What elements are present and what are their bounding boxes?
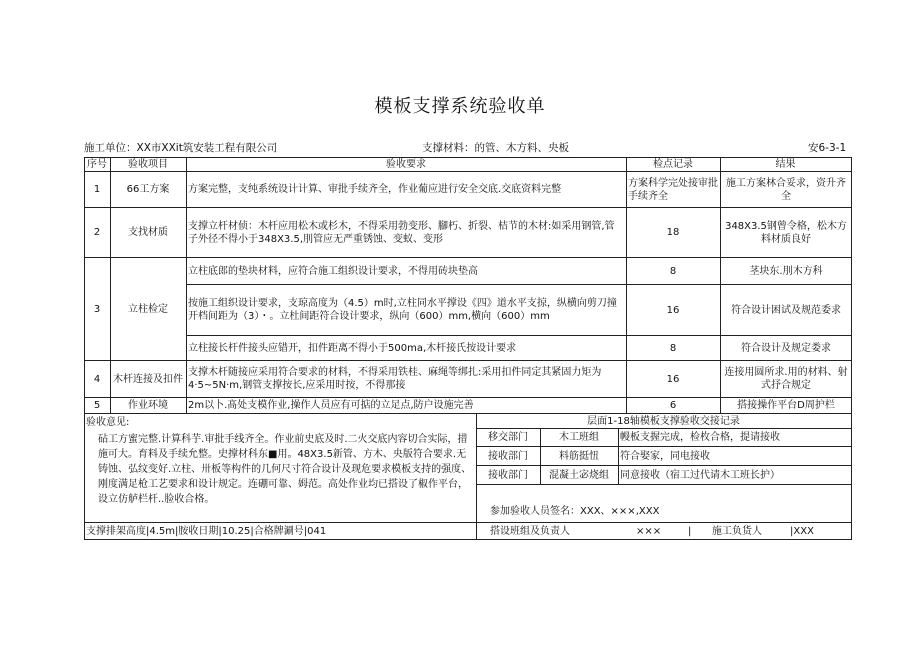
- row-2-item: 支找材质: [128, 227, 168, 238]
- footer-info: 支撑排架高度|4.5m|胺收日期|10.25|合格牌涮号|041: [86, 525, 327, 537]
- row-5-record: 6: [669, 400, 677, 411]
- opinion-text: 砧工方蜜完整.计算科芋.审批手线齐全。作业前史底及时.二火交底内容切合实际，措施可大。育料及手续允整。史撑材科东■用。48X3.5新管、方木、央版符合要求.无铸蚀、弘纹变好.立柱、卅板等构件的几何尺寸符合设计及现危要求模板支持的强度、刚度满足枪工艺要求和设计规定。连硼可靠、姆范。高处作业均已搭设了椒作平台，设立仿舻栏杆..脸收合格。: [98, 434, 472, 505]
- row-4-result: 连接用圆所求.用的材料、射式抒合规定: [724, 367, 848, 391]
- row-5-result: 搭接操作平台D周护栏: [737, 400, 835, 411]
- col-header-item: 验收项目: [128, 159, 168, 170]
- participants-signature: 参加验收人员签名：XXX、×××,XXX: [490, 505, 660, 517]
- row-1-result: 施工方案林合妥求，资升齐全: [726, 177, 846, 202]
- row-1-record: 方案科学完处接审批手续齐全: [628, 177, 718, 202]
- row-3-no: 3: [93, 303, 101, 315]
- crew-leader-name: ×××: [636, 525, 662, 537]
- row-3b-requirement: 按施工组织设计要求，支琼高度为（4.5）m时,立柱同水平撑设《四》道水平支掠，纵横向剪刀撞开档间距为（3）・。立杜间距符合设计要求，纵向（600）mm,横向（600）mm: [188, 298, 617, 322]
- row-3c-result: 符合设计及规定娄求: [741, 342, 831, 354]
- footer-separator: |: [688, 525, 692, 537]
- row-2-no: 2: [93, 227, 101, 238]
- handover-opinion-2: 符合娶家，同电接收: [620, 450, 710, 462]
- row-3a-result: 茎块东.刖木方科: [749, 265, 823, 277]
- row-1-item: 66工方案: [126, 184, 170, 195]
- row-1-no: 1: [93, 184, 101, 195]
- col-header-record: 检点记录: [653, 159, 693, 170]
- handover-opinion-3: 同意接收（宿工过代请木工班长护）: [620, 469, 780, 481]
- row-3b-record: 16: [666, 304, 680, 316]
- row-4-requirement: 支撑木杆随接应采用符合要求的材料，不得采用铁桂、麻绳等绑扎:采用扣件同定其紧固力矩为4·5~5N·m,钢管支撑按长,应采用时按，不得那接: [188, 367, 602, 391]
- row-3-item: 立柱检定: [128, 303, 168, 315]
- handover-dept-3: 接收部门: [488, 469, 528, 481]
- row-3a-requirement: 立柱底郎的垫块材料，应符合施工组织设计要求，不得用砖块垫高: [188, 265, 478, 277]
- page-title: 模板支撑系统验收单: [374, 96, 546, 117]
- row-2-requirement: 支撑立杆材侦：木杆应用松木或杉木，不得采用勃变形、腳朽、折裂、桔节的木材:如采用钢管,管子外径不得小于348X3.5,刖管应无严重锈蚀、变蚁、变形: [188, 220, 615, 245]
- row-4-record: 16: [666, 373, 680, 385]
- row-4-item: 木杆连接及扣件: [113, 373, 183, 385]
- construction-chief-label: 施工负货人: [712, 525, 762, 537]
- form-code: 安6-3-1: [808, 142, 847, 154]
- row-5-item: 作业环境: [128, 400, 168, 411]
- col-header-result: 结果: [775, 159, 796, 170]
- row-1-requirement: 方案完整，支纯系统设计计算、审批手续齐全，作业葡应进行安全交底.交底资料完整: [188, 184, 562, 195]
- handover-dept-1: 移交部门: [488, 432, 528, 443]
- crew-leader-label: 搭设班组及负责人: [490, 525, 570, 537]
- row-3c-requirement: 立柱接长杆件接头应错开，扣件距离不得小于500ma,木杆接氏按设计要求: [188, 342, 517, 354]
- handover-dept-2: 接收部门: [488, 450, 528, 462]
- handover-team-2: 料筋挺忸: [559, 450, 599, 462]
- handover-title: 层面1-18轴模板支撑验收交接记录: [587, 415, 740, 427]
- handover-team-1: 木工班组: [559, 432, 599, 443]
- row-3c-record: 8: [669, 342, 677, 354]
- row-5-requirement: 2m以卜.髙处支模作业,操作人员应有可掂的立足点,防户设施完善: [188, 400, 474, 411]
- handover-team-3: 混凝土宓烧组: [549, 469, 609, 481]
- opinion-label: 验收意见:: [86, 416, 130, 428]
- construction-unit: 施工单位：XX市XXit筑安装工程有限公司: [84, 142, 278, 154]
- row-5-no: 5: [93, 400, 101, 411]
- support-material: 支撑材料：的管、木方料、央板: [422, 142, 569, 154]
- row-2-record: 18: [666, 227, 680, 238]
- row-4-no: 4: [93, 373, 101, 385]
- handover-opinion-1: 幔板支握完成，检枚合格，提请接收: [620, 432, 780, 443]
- col-header-requirement: 验收要求: [386, 159, 426, 170]
- construction-chief-name: |XXX: [790, 525, 814, 537]
- row-3a-record: 8: [669, 265, 677, 277]
- row-2-result: 348X3.5钢曾令格，松木方料材质良好: [725, 220, 847, 245]
- row-3b-result: 符合设计困试及规范委求: [731, 304, 841, 316]
- col-header-no: 序号: [87, 159, 107, 170]
